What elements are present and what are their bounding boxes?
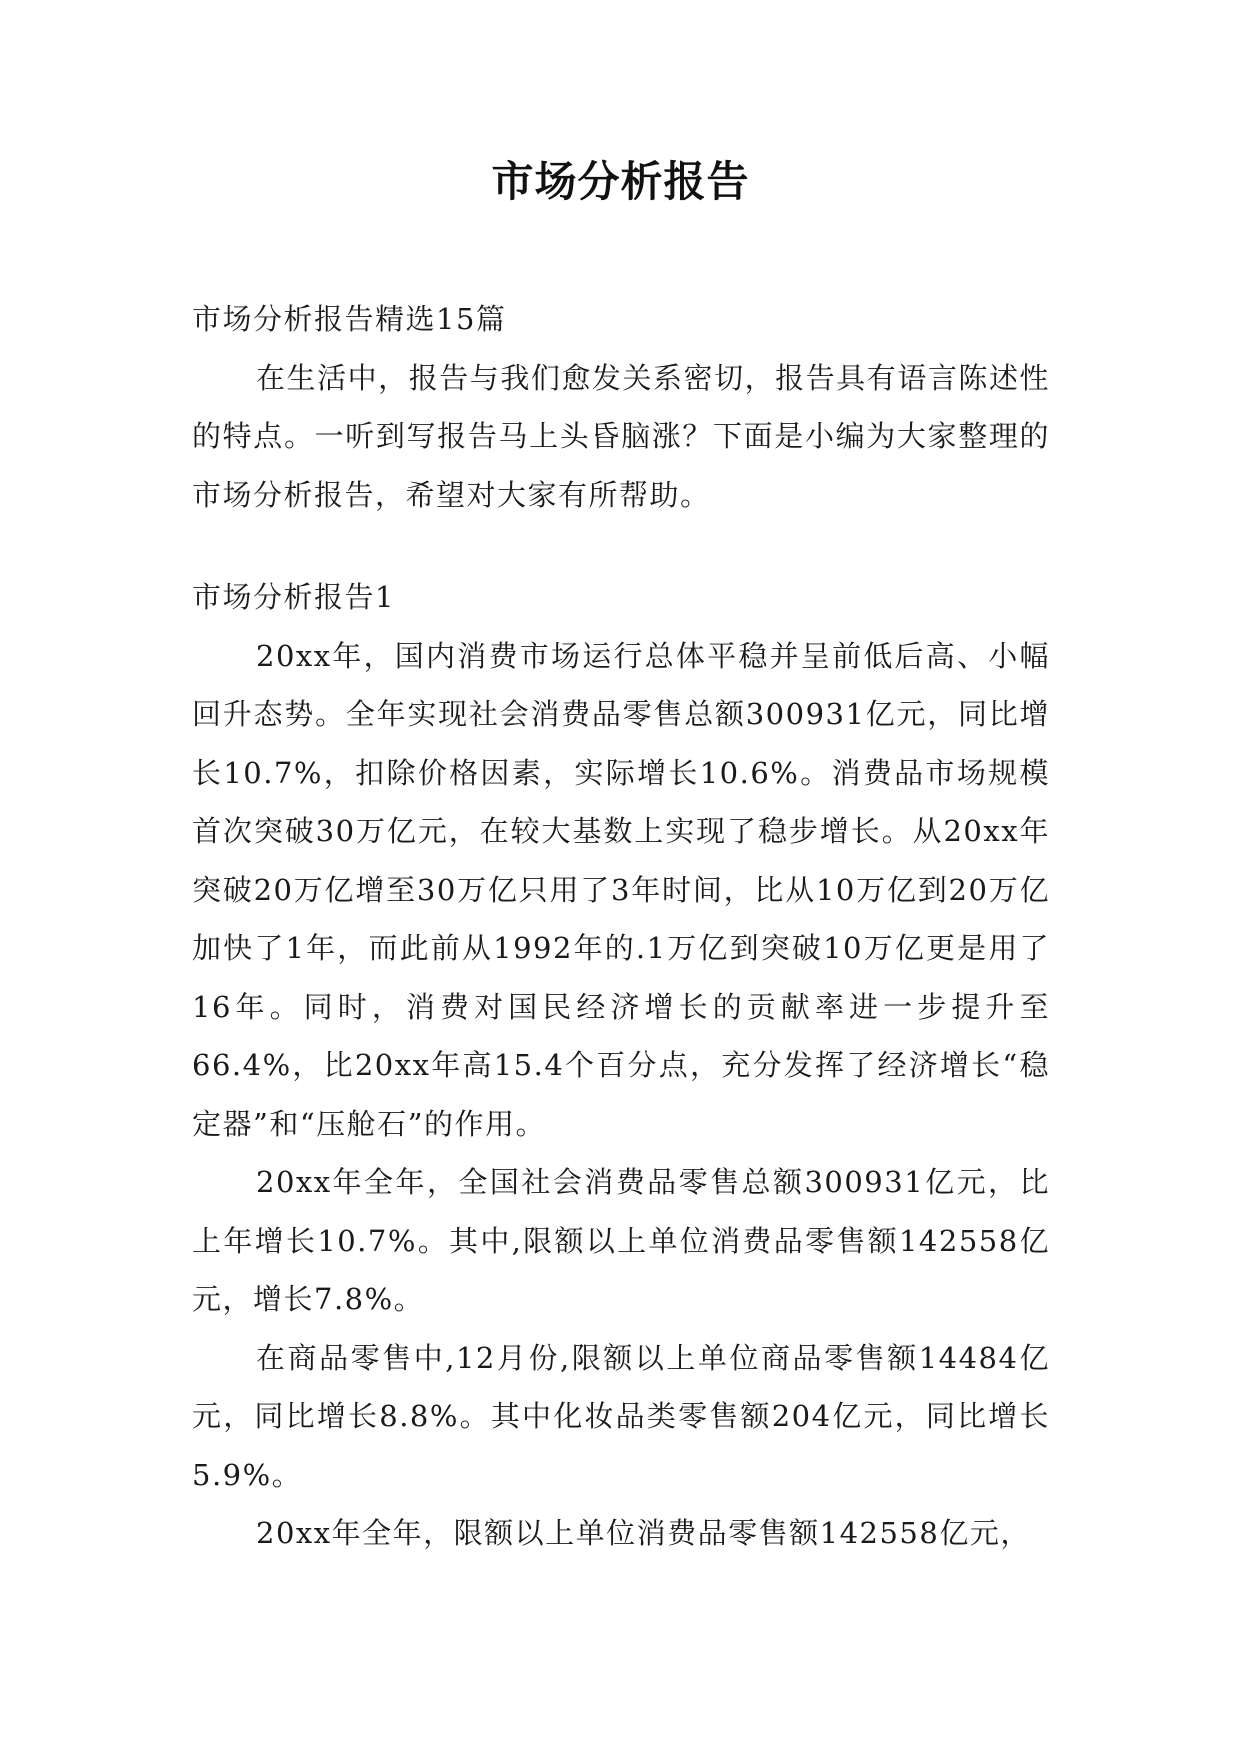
document-body bbox=[192, 290, 1050, 1563]
subtitle: 市场分析报告精选15篇 bbox=[192, 302, 507, 336]
body-paragraph: 20xx年，国内消费市场运行总体平稳并呈前低后高、小幅回升态势。全年实现社会消费品零售总额300931亿元，同比增长10.7%，扣除价格因素，实际增长10.6%。消费品市场规模首次突破30万亿元，在较大基数上实现了稳步增长。从20xx年突破20万亿增至30万亿只用了3年时间，比从10万亿到20万亿加快了1年，而此前从1992年的.1万亿到突破10万亿更是用了16年。同时，消费对国民经济增长的贡献率进一步提升至66.4%，比20xx年高15.4个百分点，充分发挥了经济增长“稳定器”和“压舱石”的作用。 bbox=[192, 638, 1050, 1141]
document-title: 市场分析报告 bbox=[491, 157, 750, 206]
body-paragraph: 20xx年全年，全国社会消费品零售总额300931亿元，比上年增长10.7%。其中,限额以上单位消费品零售额142558亿元，增长7.8%。 bbox=[192, 1165, 1050, 1316]
section-spacer bbox=[192, 524, 1050, 568]
body-paragraph: 在商品零售中,12月份,限额以上单位商品零售额14484亿元，同比增长8.8%。其中化妆品类零售额204亿元，同比增长5.9%。 bbox=[192, 1340, 1050, 1492]
body-paragraph: 20xx年全年，限额以上单位消费品零售额142558亿元， bbox=[256, 1516, 1031, 1550]
section-title: 市场分析报告1 bbox=[192, 580, 395, 614]
intro-paragraph: 在生活中，报告与我们愈发关系密切，报告具有语言陈述性的特点。一听到写报告马上头昏脑涨？下面是小编为大家整理的市场分析报告，希望对大家有所帮助。 bbox=[192, 360, 1050, 512]
